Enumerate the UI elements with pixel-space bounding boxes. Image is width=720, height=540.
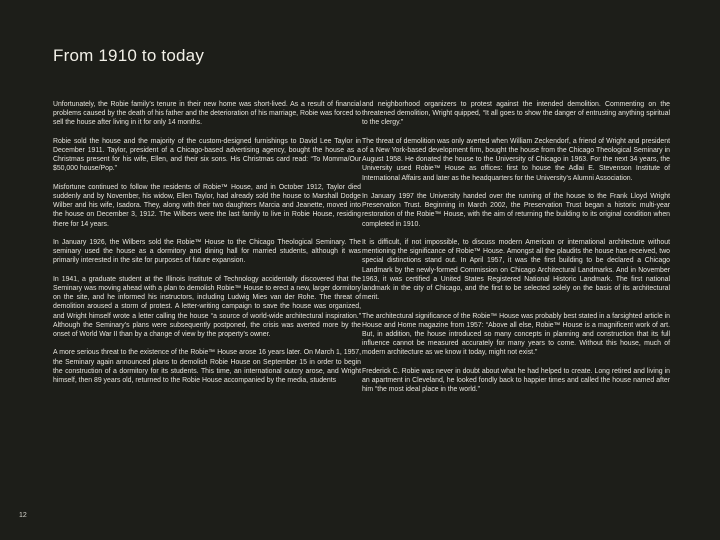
paragraph: The architectural significance of the Robie™ House was probably best stated in a farsighted article in House and Home magazine from 1957: “Above all else, Robie™ House is a magnificent work of art. But, in addition, the house introduced so many concepts in planning and construction that its full influence cannot be measured accurately for many years to come. Without this house, much of modern architecture as we know it today, might not exist.” [362,312,670,357]
left-column [53,100,361,394]
paragraph: Unfortunately, the Robie family’s tenure in their new home was short-lived. As a result of financial problems caused by the death of his father and the deterioration of his marriage, Robie was forced to sell the house after living in it for only 14 months. [53,101,361,127]
page-number: 12 [19,512,27,519]
paragraph: In January 1926, the Wilbers sold the Robie™ House to the Chicago Theological Seminary. The seminary used the house as a dormitory and dining hall for married students, although it was primarily interested in the site for purposes of future expansion. [53,239,361,265]
paragraph: Frederick C. Robie was never in doubt about what he had helped to create. Long retired and living in an apartment in Cleveland, he looked fondly back to happier times and called the house named after him “the most ideal place in the world.” [362,367,670,394]
paragraph: In 1941, a graduate student at the Illinois Institute of Technology accidentally discovered that the Seminary was moving ahead with a plan to demolish Robie™ House to erect a new, larger dormitory on the site, and he informed his instructors, including Ludwig Mies van der Rohe. The threat of demolition aroused a storm of protest. A letter-writing campaign to save the house was organized, and Wright himself wrote a letter calling the house “a source of world-wide architectural inspiration.” Although the Seminary’s plans were subsequently postponed, the crisis was averted more by the onset of World War II than by a change of view by the property’s owner. [53,275,361,339]
page-title: From 1910 to today [53,46,205,65]
paragraph: It is difficult, if not impossible, to discuss modern American or international architecture without mentioning the significance of Robie™ House. Amongst all the plaudits the house has received, two special distinctions stand out. In April 1957, it was the first building to be declared a Chicago Landmark by the newly-formed Commission on Chicago Architectural Landmarks. And in November 1963, it was certified a United States Registered National Historic Landmark. The first national landmark in the city of Chicago, and the first to be selected solely on the basis of its architectural merit. [362,239,670,302]
paragraph: Robie sold the house and the majority of the custom-designed furnishings to David Lee Taylor in December 1911. Taylor, president of a Chicago-based advertising agency, bought the house as a Christmas present for his wife, Ellen, and their six sons. His Christmas card read: “To Momma/Our $50,000 house/Pop.” [53,137,361,173]
paragraph: The threat of demolition was only averted when William Zeckendorf, a friend of Wright and president of a New York-based development firm, bought the house from the Chicago Theological Seminary in August 1958. He donated the house to the University of Chicago in 1963. For the next 34 years, the University used Robie™ House as offices: first to house the Adlai E. Stevenson Institute of International Affairs and later as the headquarters for the University’s Alumni Association. [362,137,670,182]
paragraph: In January 1997 the University handed over the running of the house to the Frank Lloyd Wright Preservation Trust. Beginning in March 2002, the Preservation Trust began a historic multi-year restoration of the Robie™ House, with the aim of returning the building to its original condition when completed in 1910. [362,193,670,228]
right-column [362,100,670,404]
paragraph: and neighborhood organizers to protest against the intended demolition. Commenting on the threatened demolition, Wright quipped, “It all goes to show the danger of entrusting anything spiritual to the clergy.” [362,101,670,127]
paragraph: Misfortune continued to follow the residents of Robie™ House, and in October 1912, Taylor died suddenly and by November, his widow, Ellen Taylor, had already sold the house to Marshall Dodge Wilber and his wife, Isadora. They, along with their two daughters Marcia and Jeanette, moved into the house on December 3, 1912. The Wilbers were the last family to live in Robie House, residing there for 14 years. [53,183,361,228]
paragraph: A more serious threat to the existence of the Robie™ House arose 16 years later. On March 1, 1957, the Seminary again announced plans to demolish Robie House on September 15 in order to begin the construction of a dormitory for its students. This time, an international outcry arose, and Wright himself, then 89 years old, returned to the Robie House accompanied by the media, students [53,349,361,385]
